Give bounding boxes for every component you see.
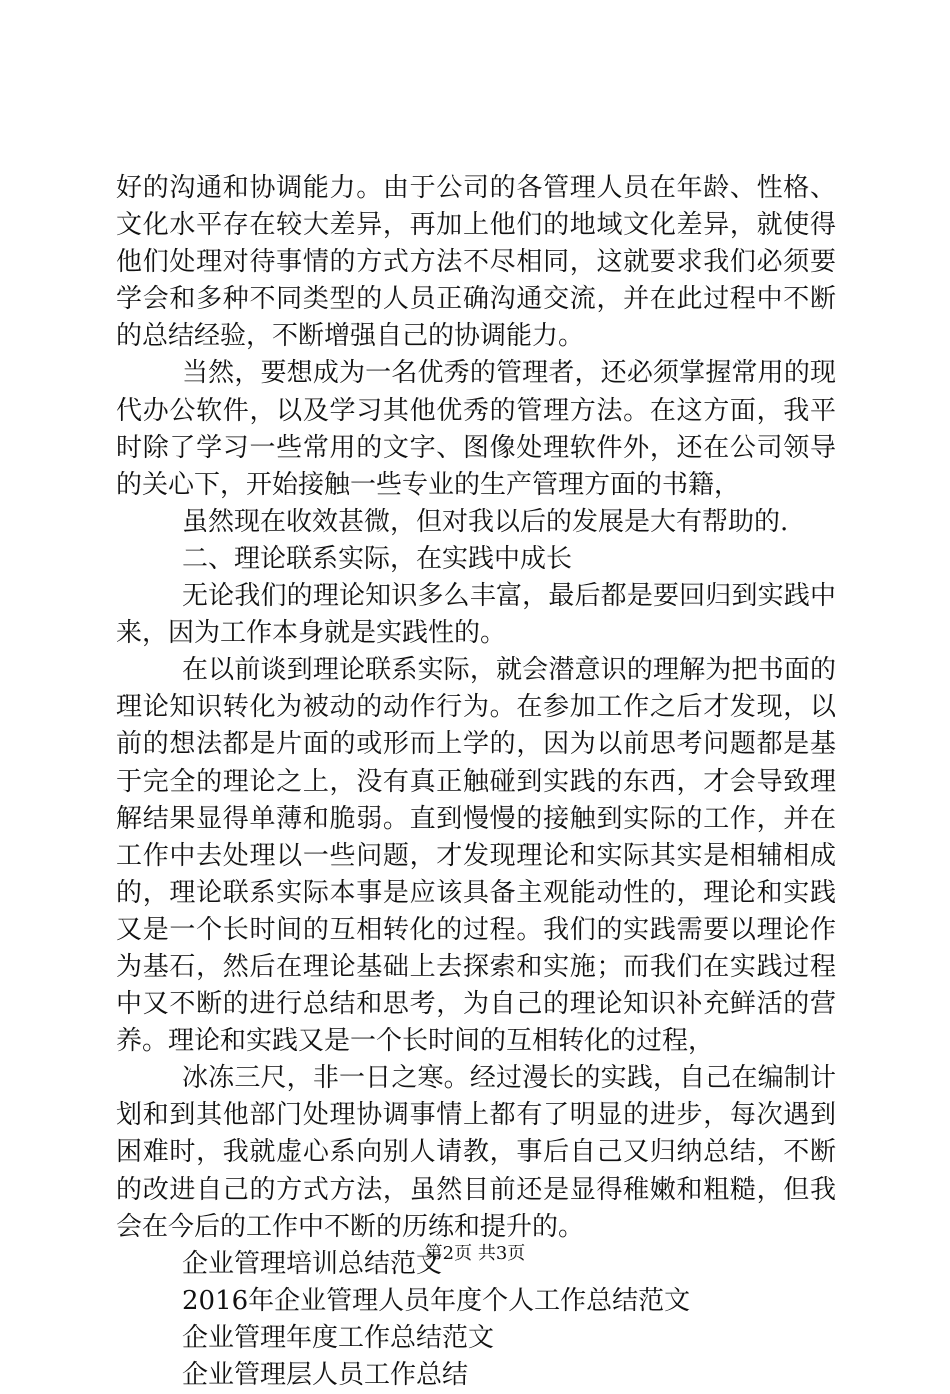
paragraph-line: 来，因为工作本身就是实践性的。 bbox=[116, 618, 507, 649]
paragraph-line: 中又不断的进行总结和思考，为自己的理论知识补充鲜活的营 bbox=[116, 989, 836, 1020]
paragraph-line: 工作中去处理以一些问题，才发现理论和实际其实是相辅相成 bbox=[116, 840, 836, 871]
paragraph-line: 解结果显得单薄和脆弱。直到慢慢的接触到实际的工作，并在 bbox=[116, 803, 836, 834]
paragraph bbox=[116, 1060, 836, 1245]
paragraph bbox=[116, 578, 836, 652]
paragraph-line: 又是一个长时间的互相转化的过程。我们的实践需要以理论作 bbox=[116, 914, 836, 945]
paragraph-line: 文化水平存在较大差异，再加上他们的地域文化差异，就使得 bbox=[116, 210, 836, 241]
paragraph-line: 为基石，然后在理论基础上去探索和实施；而我们在实践过程 bbox=[116, 951, 836, 982]
paragraph-line: 的，理论联系实际本事是应该具备主观能动性的，理论和实践 bbox=[116, 877, 836, 908]
paragraph-line: 理论知识转化为被动的动作行为。在参加工作之后才发现，以 bbox=[116, 692, 836, 723]
paragraph-line: 的关心下，开始接触一些专业的生产管理方面的书籍， bbox=[116, 469, 741, 500]
paragraph bbox=[116, 541, 836, 578]
paragraph-line: 的总结经验，不断增强自己的协调能力。 bbox=[116, 321, 585, 352]
paragraph-line: 的改进自己的方式方法，虽然目前还是显得稚嫩和粗糙，但我 bbox=[116, 1174, 836, 1205]
paragraph-line: 他们处理对待事情的方式方法不尽相同，这就要求我们必须要 bbox=[116, 247, 836, 278]
related-link[interactable]: 2016年企业管理人员年度个人工作总结范文 bbox=[182, 1285, 691, 1316]
related-link[interactable]: 企业管理培训总结范文 bbox=[182, 1248, 443, 1279]
paragraph-line: 在以前谈到理论联系实际，就会潜意识的理解为把书面的 bbox=[182, 655, 836, 686]
paragraph-line: 当然，要想成为一名优秀的管理者，还必须掌握常用的现 bbox=[182, 358, 836, 389]
paragraph-line: 划和到其他部门处理协调事情上都有了明显的进步，每次遇到 bbox=[116, 1100, 836, 1131]
paragraph-line: 代办公软件，以及学习其他优秀的管理方法。在这方面，我平 bbox=[116, 395, 836, 426]
document-body bbox=[116, 170, 836, 1394]
paragraph-line: 好的沟通和协调能力。由于公司的各管理人员在年龄、性格、 bbox=[116, 173, 836, 203]
paragraph-line: 学会和多种不同类型的人员正确沟通交流，并在此过程中不断 bbox=[116, 284, 836, 315]
paragraph bbox=[116, 504, 836, 541]
paragraph-line: 前的想法都是片面的或形而上学的，因为以前思考问题都是基 bbox=[116, 729, 836, 760]
paragraph bbox=[116, 170, 836, 355]
page-footer: 第2页 共3页 bbox=[424, 1243, 526, 1264]
related-links bbox=[116, 1246, 836, 1394]
related-link[interactable]: 企业管理层人员工作总结 bbox=[182, 1360, 469, 1390]
paragraph-line: 无论我们的理论知识多么丰富，最后都是要回归到实践中 bbox=[182, 581, 836, 612]
paragraph-line: 二、理论联系实际，在实践中成长 bbox=[182, 543, 573, 574]
paragraph-line: 冰冻三尺，非一日之寒。经过漫长的实践，自己在编制计 bbox=[182, 1063, 836, 1094]
paragraph-line: 于完全的理论之上，没有真正触碰到实践的东西，才会导致理 bbox=[116, 766, 836, 797]
paragraph-line: 困难时，我就虚心系向别人请教，事后自己又归纳总结，不断 bbox=[116, 1137, 836, 1168]
paragraph-line: 会在今后的工作中不断的历练和提升的。 bbox=[116, 1211, 585, 1242]
paragraph-line: 时除了学习一些常用的文字、图像处理软件外，还在公司领导 bbox=[116, 432, 836, 463]
paragraph bbox=[116, 355, 836, 503]
paragraph bbox=[116, 652, 836, 1060]
paragraph-line: 虽然现在收效甚微，但对我以后的发展是大有帮助的. bbox=[182, 506, 789, 537]
paragraph-line: 养。理论和实践又是一个长时间的互相转化的过程， bbox=[116, 1026, 715, 1057]
related-link[interactable]: 企业管理年度工作总结范文 bbox=[182, 1322, 495, 1353]
